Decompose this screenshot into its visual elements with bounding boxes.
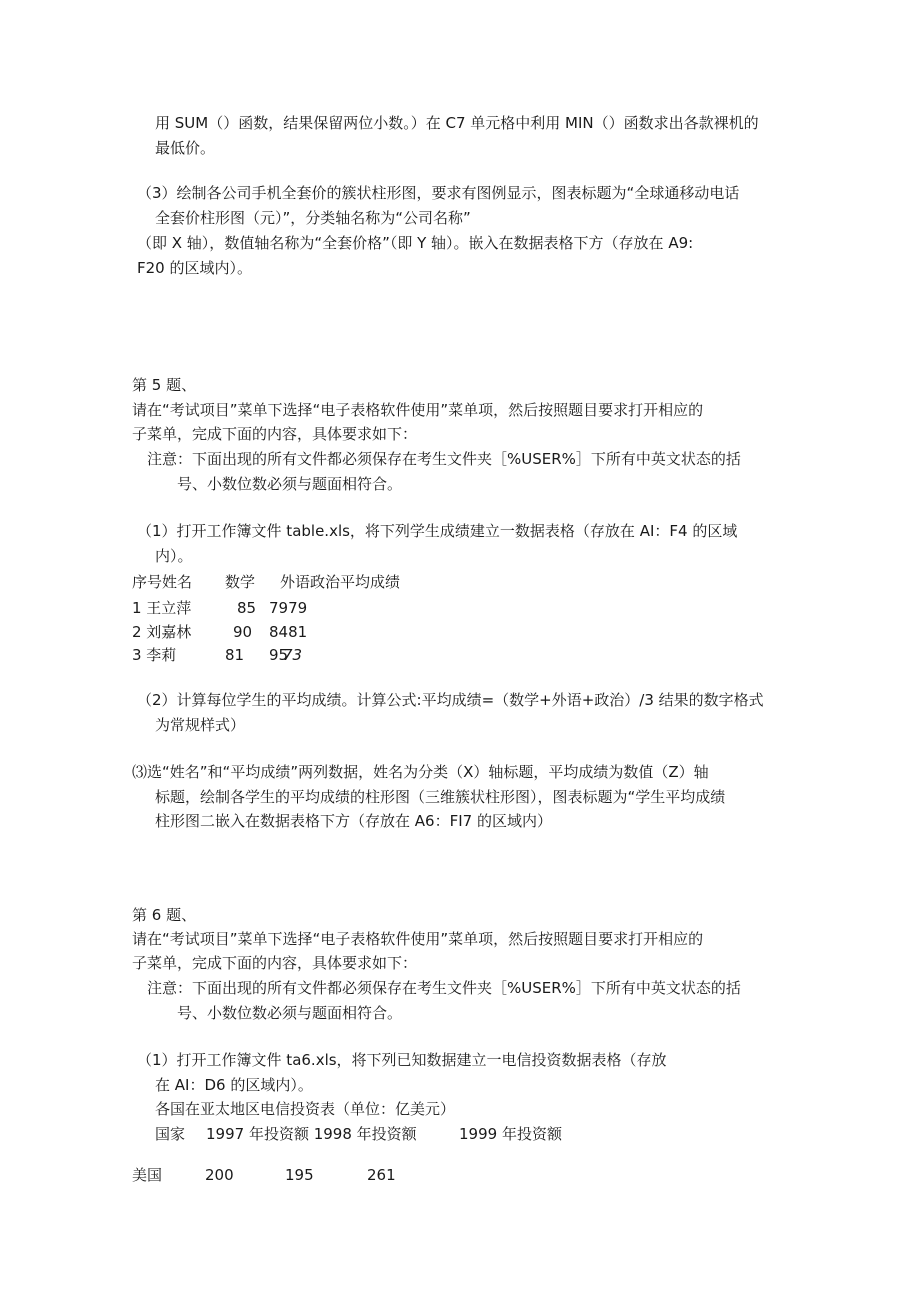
q4-text-line1: 用 SUM（）函数，结果保留两位小数。）在 C7 单元格中利用 MIN（）函数求出各款裸机的 — [155, 114, 759, 132]
q6-row1-1997: 200 — [205, 1166, 234, 1184]
q5-step2-line1: （2）计算每位学生的平均成绩。计算公式:平均成绩=（数学+外语+政治）/3 结果的数字格式 — [137, 691, 764, 709]
q5-step3-line2: 标题，绘制各学生的平均成绩的柱形图（三维簇状柱形图），图表标题为“学生平均成绩 — [155, 788, 726, 806]
q5-row3-rest-a: 95 — [269, 646, 289, 664]
q6-note-line1: 注意：下面出现的所有文件都必须保存在考生文件夹［%USER%］下所有中英文状态的括 — [147, 979, 741, 997]
q5-intro-line1: 请在“考试项目”菜单下选择“电子表格软件使用”菜单项，然后按照题目要求打开相应的 — [132, 401, 704, 419]
q6-row1-1999: 261 — [367, 1166, 396, 1184]
q5-step3-line3: 柱形图二嵌入在数据表格下方（存放在 A6：FI7 的区域内） — [155, 812, 552, 830]
q5-step3-line1: ⑶选“姓名”和“平均成绩”两列数据，姓名为分类（X）轴标题，平均成绩为数值（Z）轴 — [132, 763, 709, 781]
q4-step3-line1: （3）绘制各公司手机全套价的簇状柱形图，要求有图例显示，图表标题为“全球通移动电话 — [137, 184, 740, 202]
q5-row3-math: 81 — [225, 646, 245, 664]
q6-step1-line2: 在 AI：D6 的区域内）。 — [155, 1076, 313, 1094]
q6-table-title: 各国在亚太地区电信投资表（单位：亿美元） — [155, 1100, 456, 1118]
q5-step1-line1: （1）打开工作簿文件 table.xls，将下列学生成绩建立一数据表格（存放在 AI：F4 的区域 — [137, 522, 738, 540]
q5-intro-line2: 子菜单，完成下面的内容，具体要求如下： — [132, 425, 418, 443]
q5-row2-id-name: 2 刘嘉林 — [132, 623, 192, 641]
q5-row3-id-name: 3 李莉 — [132, 646, 177, 664]
q6-header-1997-1998: 1997 年投资额 1998 年投资额 — [206, 1125, 417, 1143]
q5-heading: 第 5 题、 — [132, 376, 197, 394]
q6-row1-1998: 195 — [285, 1166, 314, 1184]
q5-row1-math: 85 — [237, 599, 257, 617]
q6-intro-line2: 子菜单，完成下面的内容，具体要求如下： — [132, 954, 418, 972]
q5-note-line2: 号、小数位数必须与题面相符合。 — [177, 475, 403, 493]
q6-intro-line1: 请在“考试项目”菜单下选择“电子表格软件使用”菜单项，然后按照题目要求打开相应的 — [132, 930, 704, 948]
q5-step1-line2: 内）。 — [155, 547, 193, 565]
q6-note-line2: 号、小数位数必须与题面相符合。 — [177, 1004, 403, 1022]
q5-row2-math: 90 — [233, 623, 253, 641]
q6-step1-line1: （1）打开工作簿文件 ta6.xls，将下列已知数据建立一电信投资数据表格（存放 — [137, 1051, 667, 1069]
q6-header-country: 国家 — [155, 1125, 186, 1143]
q5-header-id-name: 序号姓名 — [132, 573, 193, 591]
q6-header-1999: 1999 年投资额 — [459, 1125, 562, 1143]
q5-header-math: 数学 — [225, 573, 256, 591]
q4-step3-line4: F20 的区域内）。 — [137, 259, 252, 277]
q4-step3-line2: 全套价柱形图（元）”，分类轴名称为“公司名称” — [155, 209, 471, 227]
q5-row1-rest: 7979 — [269, 599, 308, 617]
q5-note-line1: 注意：下面出现的所有文件都必须保存在考生文件夹［%USER%］下所有中英文状态的括 — [147, 450, 741, 468]
q5-step2-line2: 为常规样式） — [155, 716, 246, 734]
q6-heading: 第 6 题、 — [132, 906, 197, 924]
q5-row1-id-name: 1 王立萍 — [132, 599, 192, 617]
q4-text-line2: 最低价。 — [155, 139, 216, 157]
q5-row2-rest: 8481 — [269, 623, 308, 641]
q4-step3-line3: （即 X 轴），数值轴名称为“全套价格”（即 Y 轴）。嵌入在数据表格下方（存放在 A9: — [137, 234, 694, 252]
q5-header-rest: 外语政治平均成绩 — [280, 573, 401, 591]
q5-row3-rest-b: 73 — [283, 646, 303, 664]
q6-row1-country: 美国 — [132, 1166, 163, 1184]
